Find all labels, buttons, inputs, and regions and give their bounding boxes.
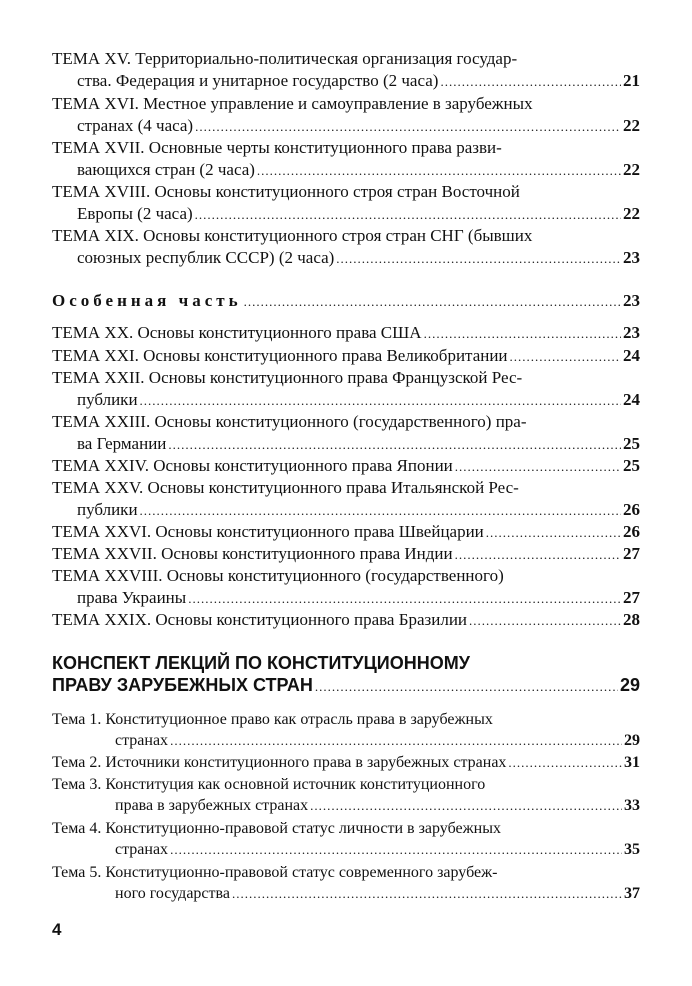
page-ref: 28 [623,610,640,629]
toc-entry-xviii-line1: ТЕМА XVIII. Основы конституционного строя стран Восточной [52,182,520,201]
toc-entry-xxi: ТЕМА XXI. Основы конституционного права Великобритании ..... 24 [52,345,640,367]
page-ref: 29 [624,732,640,749]
toc-entry-xv-line1: ТЕМА XV. Территориально-политическая организация государ- [52,49,518,68]
toc-entry-xxvii: ТЕМА XXVII. Основы конституционного права Индии ..... 27 [52,543,640,565]
special-part-heading: Особенная часть ..... 23 [52,290,640,312]
toc-entry-xxiv: ТЕМА XXIV. Основы конституционного права Японии ..... 25 [52,455,640,477]
page-ref: 22 [623,204,640,223]
page-ref: 23 [623,291,640,310]
toc-entry-xxii-line1: ТЕМА XXII. Основы конституционного права Французской Рес- [52,368,523,387]
toc-entry-xix-line2: союзных республик СССР) (2 часа) ..... 23 [77,247,640,269]
toc-entry-xxiii-line2: ва Германии ..... 25 [77,433,640,455]
toc-entry-xix-line1: ТЕМА XIX. Основы конституционного строя стран СНГ (бывших [52,226,533,245]
toc-entry-xviii-line2: Европы (2 часа) ..... 22 [77,203,640,225]
page-ref: 25 [623,434,640,453]
toc-entry-xvii-line1: ТЕМА XVII. Основные черты конституционного права разви- [52,138,502,157]
toc-entry-xxv-line1: ТЕМА XXV. Основы конституционного права Итальянской Рес- [52,478,519,497]
toc-entry-xxvi: ТЕМА XXVI. Основы конституционного права Швейцарии ..... 26 [52,521,640,543]
page-ref: 37 [624,885,640,902]
toc-entry-xvii-line2: вающихся стран (2 часа) ..... 22 [77,159,640,181]
page-ref: 23 [623,323,640,342]
toc-entry-xxix: ТЕМА XXIX. Основы конституционного права Бразилии ..... 28 [52,609,640,631]
toc-entry-xxviii-line1: ТЕМА XXVIII. Основы конституционного (государственного) [52,566,504,585]
lecture-topic-5-line1: Тема 5. Конституционно-правовой статус современного зарубеж- [52,864,498,881]
page-ref: 33 [624,797,640,814]
toc-entry-xxiii-line1: ТЕМА XXIII. Основы конституционного (государственного) пра- [52,412,527,431]
toc-entry-xxviii-line2: права Украины ..... 27 [77,587,640,609]
toc-entry-xvi-line1: ТЕМА XVI. Местное управление и самоуправление в зарубежных [52,94,533,113]
page-ref: 31 [624,754,640,771]
page-ref: 24 [623,346,640,365]
toc-entry-xx: ТЕМА XX. Основы конституционного права США ..... 23 [52,322,640,344]
page-ref: 26 [623,500,640,519]
lecture-topic-4-line2: странах ..... 35 [115,839,640,860]
toc-entry-xxv-line2: публики ..... 26 [77,499,640,521]
lecture-topic-2: Тема 2. Источники конституционного права в зарубежных странах ..... 31 [52,752,640,773]
lecture-topic-1-line2: странах ..... 29 [115,730,640,751]
page-ref: 24 [623,390,640,409]
page-ref: 27 [623,544,640,563]
page-ref: 29 [619,675,640,695]
page-number: 4 [52,920,62,939]
lecture-topic-3-line2: права в зарубежных странах ..... 33 [115,795,640,816]
lecture-topic-4-line1: Тема 4. Конституционно-правовой статус личности в зарубежных [52,820,501,837]
lectures-heading-line2: ПРАВУ ЗАРУБЕЖНЫХ СТРАН ..... 29 [52,674,640,698]
page-ref: 21 [623,71,640,90]
toc-entry-xvi-line2: странах (4 часа) ..... 22 [77,115,640,137]
page-ref: 25 [623,456,640,475]
lecture-topic-1-line1: Тема 1. Конституционное право как отрасль права в зарубежных [52,711,493,728]
page-ref: 26 [623,522,640,541]
page-ref: 27 [623,588,640,607]
lectures-heading-line1: КОНСПЕКТ ЛЕКЦИЙ ПО КОНСТИТУЦИОННОМУ [52,653,470,673]
toc-entry-xxii-line2: публики ..... 24 [77,389,640,411]
page-ref: 22 [623,116,640,135]
toc-entry-xv-line2: ства. Федерация и унитарное государство (2 часа) ..... 21 [77,70,640,92]
page-ref: 22 [623,160,640,179]
page-ref: 35 [624,841,640,858]
lecture-topic-5-line2: ного государства ..... 37 [115,883,640,904]
page-ref: 23 [623,248,640,267]
lecture-topic-3-line1: Тема 3. Конституция как основной источник конституционного [52,776,486,793]
